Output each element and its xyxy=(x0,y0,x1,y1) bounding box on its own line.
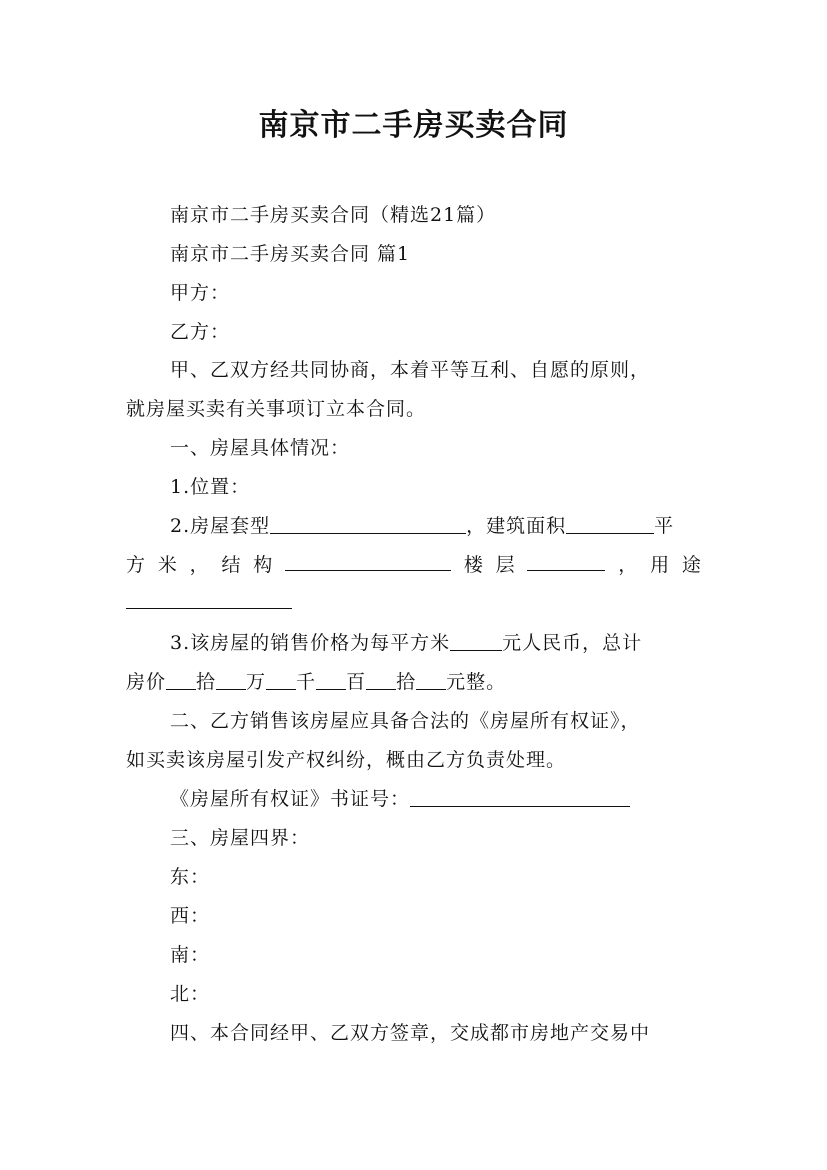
item-2-word: ， xyxy=(618,554,638,576)
price-word: 拾 xyxy=(396,671,417,693)
subtitle: 南京市二手房买卖合同（精选21篇） xyxy=(170,204,497,226)
preamble-line-1: 甲、乙双方经共同协商，本着平等互利、自愿的原则， xyxy=(170,359,651,381)
item-2-text-a: 2.房屋套型 xyxy=(170,515,271,537)
item-2-word: 途 xyxy=(681,554,701,576)
boundary-east: 东： xyxy=(170,866,211,888)
item-2-word: 用 xyxy=(650,554,670,576)
boundary-north: 北： xyxy=(170,983,211,1005)
usage-blank xyxy=(126,589,292,609)
price-word: 万 xyxy=(246,671,267,693)
item-1-location: 1.位置： xyxy=(170,476,251,498)
item-2-text-b: ，建筑面积 xyxy=(466,515,567,537)
party-a-label: 甲方： xyxy=(170,282,231,304)
item-2-word: 层 xyxy=(495,554,515,576)
certificate-number-label: 《房屋所有权证》书证号： xyxy=(170,788,411,810)
certificate-number-line xyxy=(170,784,630,811)
floor-blank xyxy=(527,551,605,571)
price-word: 百 xyxy=(346,671,367,693)
boundary-south: 南： xyxy=(170,944,211,966)
section-3-heading: 三、房屋四界： xyxy=(170,827,311,849)
section-1-heading: 一、房屋具体情况： xyxy=(170,437,351,459)
boundary-west: 西： xyxy=(170,905,211,927)
document-title: 南京市二手房买卖合同 xyxy=(258,108,569,143)
item-2-word: 结 xyxy=(221,554,241,576)
price-blank xyxy=(266,670,296,690)
price-word: 千 xyxy=(296,671,317,693)
item-2-word: 构 xyxy=(253,554,273,576)
item-2-word: ， xyxy=(189,554,209,576)
item-3-text-a: 3.该房屋的销售价格为每平方米 xyxy=(170,632,451,654)
price-blank xyxy=(216,670,246,690)
item-2-line-3 xyxy=(126,589,292,612)
price-word: 拾 xyxy=(196,671,217,693)
item-3-line-2 xyxy=(126,667,506,694)
item-2-word: 楼 xyxy=(463,554,483,576)
price-blank xyxy=(366,670,396,690)
section-4-line-1: 四、本合同经甲、乙双方签章，交成都市房地产交易中 xyxy=(170,1022,651,1044)
section-2-line-2: 如买卖该房屋引发产权纠纷，概由乙方负责处理。 xyxy=(126,749,567,771)
preamble-line-2: 就房屋买卖有关事项订立本合同。 xyxy=(126,398,427,420)
section-2-line-1: 二、乙方销售该房屋应具备合法的《房屋所有权证》， xyxy=(170,710,641,732)
price-blank xyxy=(166,670,196,690)
item-2-word: 米 xyxy=(157,554,177,576)
party-b-label: 乙方： xyxy=(170,321,231,343)
house-type-blank xyxy=(270,514,466,534)
price-word: 元整。 xyxy=(446,671,507,693)
item-2-line-2 xyxy=(126,550,701,577)
price-blank xyxy=(316,670,346,690)
item-3-line-1 xyxy=(170,628,642,655)
structure-blank xyxy=(285,551,451,571)
certificate-number-blank xyxy=(410,787,630,807)
item-2-word: 方 xyxy=(126,554,146,576)
part-heading: 南京市二手房买卖合同 篇1 xyxy=(170,243,411,265)
price-word: 房价 xyxy=(126,671,167,693)
area-blank xyxy=(566,514,654,534)
price-blank xyxy=(416,670,446,690)
unit-price-blank xyxy=(450,631,502,651)
item-2-line-1 xyxy=(170,511,674,538)
item-3-text-b: 元人民币，总计 xyxy=(502,632,643,654)
item-2-text-c: 平 xyxy=(654,515,675,537)
